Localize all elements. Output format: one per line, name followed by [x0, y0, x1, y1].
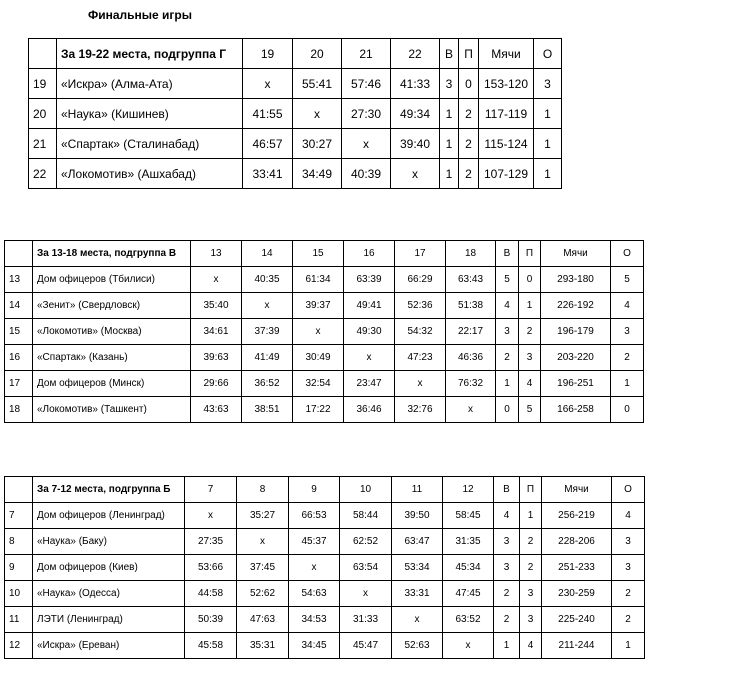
result-cell: 1 [520, 503, 542, 529]
result-cell: x [185, 503, 237, 529]
team-name: ЛЭТИ (Ленинград) [33, 607, 185, 633]
table-row [5, 503, 645, 529]
result-cell: 3 [612, 529, 645, 555]
result-cell: 52:62 [237, 581, 289, 607]
result-cell: 4 [520, 633, 542, 659]
column-header: 19 [243, 39, 293, 69]
result-cell: 1 [496, 371, 519, 397]
team-name: «Искра» (Ереван) [33, 633, 185, 659]
result-cell: 196-179 [541, 319, 611, 345]
place-number: 18 [5, 397, 33, 423]
result-cell: x [395, 371, 446, 397]
result-cell: 33:31 [392, 581, 443, 607]
result-cell: 34:61 [191, 319, 242, 345]
result-cell: 36:52 [242, 371, 293, 397]
team-name: Дом офицеров (Тбилиси) [33, 267, 191, 293]
column-header: Мячи [542, 477, 612, 503]
table-row [5, 397, 644, 423]
result-cell: x [391, 159, 440, 189]
result-cell: 61:34 [293, 267, 344, 293]
result-cell: 293-180 [541, 267, 611, 293]
team-name: Дом офицеров (Минск) [33, 371, 191, 397]
column-header: П [519, 241, 541, 267]
result-cell: 4 [496, 293, 519, 319]
result-cell: 3 [496, 319, 519, 345]
team-name: «Спартак» (Сталинабад) [57, 129, 243, 159]
result-cell: 47:45 [443, 581, 494, 607]
header-row [5, 477, 645, 503]
result-cell: 5 [496, 267, 519, 293]
result-cell: 0 [611, 397, 644, 423]
result-cell: 30:49 [293, 345, 344, 371]
header-row [29, 39, 562, 69]
group-title: За 7-12 места, подгруппа Б [33, 477, 185, 503]
column-header: 21 [342, 39, 391, 69]
result-cell: 225-240 [542, 607, 612, 633]
result-cell: 66:53 [289, 503, 340, 529]
table-row [5, 345, 644, 371]
column-header: П [459, 39, 479, 69]
column-header: 16 [344, 241, 395, 267]
result-cell: 3 [440, 69, 459, 99]
result-cell: 2 [459, 129, 479, 159]
result-cell: 34:45 [289, 633, 340, 659]
result-cell: 39:40 [391, 129, 440, 159]
result-cell: 54:63 [289, 581, 340, 607]
result-cell: 3 [534, 69, 562, 99]
result-cell: 35:40 [191, 293, 242, 319]
result-cell: x [293, 319, 344, 345]
result-cell: 166-258 [541, 397, 611, 423]
result-cell: 1 [440, 159, 459, 189]
result-cell: 30:27 [293, 129, 342, 159]
column-header [5, 241, 33, 267]
table-row [29, 99, 562, 129]
place-number: 15 [5, 319, 33, 345]
result-cell: x [289, 555, 340, 581]
result-cell: 40:35 [242, 267, 293, 293]
result-cell: 3 [611, 319, 644, 345]
result-cell: 3 [520, 607, 542, 633]
result-cell: 2 [611, 345, 644, 371]
result-cell: 41:33 [391, 69, 440, 99]
result-cell: 29:66 [191, 371, 242, 397]
result-cell: 33:41 [243, 159, 293, 189]
result-cell: 38:51 [242, 397, 293, 423]
result-cell: 1 [534, 129, 562, 159]
result-cell: 23:47 [344, 371, 395, 397]
result-cell: 27:35 [185, 529, 237, 555]
place-number: 12 [5, 633, 33, 659]
result-cell: 45:58 [185, 633, 237, 659]
result-cell: 203-220 [541, 345, 611, 371]
place-number: 19 [29, 69, 57, 99]
result-cell: 63:43 [446, 267, 496, 293]
result-cell: 0 [459, 69, 479, 99]
result-cell: 27:30 [342, 99, 391, 129]
column-header: 15 [293, 241, 344, 267]
column-header [29, 39, 57, 69]
result-cell: 3 [494, 555, 520, 581]
result-cell: 41:55 [243, 99, 293, 129]
column-header: 20 [293, 39, 342, 69]
place-number: 16 [5, 345, 33, 371]
result-cell: 115-124 [479, 129, 534, 159]
result-cell: 4 [611, 293, 644, 319]
result-cell: 39:37 [293, 293, 344, 319]
result-cell: x [340, 581, 392, 607]
place-number: 10 [5, 581, 33, 607]
result-cell: x [293, 99, 342, 129]
result-cell: 66:29 [395, 267, 446, 293]
result-cell: 1 [612, 633, 645, 659]
result-cell: 0 [496, 397, 519, 423]
result-cell: 47:23 [395, 345, 446, 371]
table-row [29, 69, 562, 99]
table-row [5, 607, 645, 633]
result-cell: x [191, 267, 242, 293]
page-title: Финальные игры [88, 8, 192, 22]
result-cell: 117-119 [479, 99, 534, 129]
place-number: 8 [5, 529, 33, 555]
result-cell: x [392, 607, 443, 633]
result-cell: 58:45 [443, 503, 494, 529]
column-header: В [496, 241, 519, 267]
result-cell: 3 [520, 581, 542, 607]
result-cell: 3 [519, 345, 541, 371]
result-cell: 0 [519, 267, 541, 293]
header-row [5, 241, 644, 267]
table-row [5, 581, 645, 607]
result-cell: 17:22 [293, 397, 344, 423]
result-cell: 53:66 [185, 555, 237, 581]
result-cell: 3 [612, 555, 645, 581]
table-row [5, 555, 645, 581]
table-row [29, 159, 562, 189]
place-number: 17 [5, 371, 33, 397]
result-cell: 5 [611, 267, 644, 293]
column-header: 10 [340, 477, 392, 503]
result-cell: 50:39 [185, 607, 237, 633]
result-cell: 2 [459, 159, 479, 189]
result-cell: 76:32 [446, 371, 496, 397]
result-cell: 230-259 [542, 581, 612, 607]
result-cell: x [344, 345, 395, 371]
table-row [5, 371, 644, 397]
result-cell: 2 [459, 99, 479, 129]
result-cell: 43:63 [191, 397, 242, 423]
column-header: В [494, 477, 520, 503]
result-cell: 2 [496, 345, 519, 371]
column-header: 12 [443, 477, 494, 503]
column-header: 18 [446, 241, 496, 267]
result-cell: 1 [440, 129, 459, 159]
result-cell: 32:54 [293, 371, 344, 397]
result-cell: 54:32 [395, 319, 446, 345]
column-header: В [440, 39, 459, 69]
result-cell: 22:17 [446, 319, 496, 345]
result-cell: 32:76 [395, 397, 446, 423]
place-number: 13 [5, 267, 33, 293]
place-number: 14 [5, 293, 33, 319]
result-cell: x [342, 129, 391, 159]
result-cell: 2 [494, 607, 520, 633]
result-cell: 31:33 [340, 607, 392, 633]
result-cell: 58:44 [340, 503, 392, 529]
column-header: О [611, 241, 644, 267]
result-cell: 52:63 [392, 633, 443, 659]
result-cell: 34:49 [293, 159, 342, 189]
result-cell: 37:39 [242, 319, 293, 345]
result-cell: 53:34 [392, 555, 443, 581]
column-header: П [520, 477, 542, 503]
place-number: 22 [29, 159, 57, 189]
result-cell: 5 [519, 397, 541, 423]
table-row [5, 267, 644, 293]
result-cell: 40:39 [342, 159, 391, 189]
result-cell: 49:30 [344, 319, 395, 345]
result-cell: 55:41 [293, 69, 342, 99]
group-title: За 13-18 места, подгруппа В [33, 241, 191, 267]
column-header: 11 [392, 477, 443, 503]
result-cell: 34:53 [289, 607, 340, 633]
table-row [5, 529, 645, 555]
result-cell: 57:46 [342, 69, 391, 99]
result-cell: 1 [519, 293, 541, 319]
result-cell: 37:45 [237, 555, 289, 581]
result-cell: 49:41 [344, 293, 395, 319]
result-cell: 226-192 [541, 293, 611, 319]
result-cell: 63:52 [443, 607, 494, 633]
result-cell: 46:57 [243, 129, 293, 159]
result-cell: 196-251 [541, 371, 611, 397]
result-cell: 36:46 [344, 397, 395, 423]
team-name: «Наука» (Одесса) [33, 581, 185, 607]
result-cell: 1 [534, 159, 562, 189]
column-header: О [612, 477, 645, 503]
result-cell: 4 [519, 371, 541, 397]
standings-table-13-18 [4, 240, 644, 423]
result-cell: 35:31 [237, 633, 289, 659]
result-cell: 1 [440, 99, 459, 129]
result-cell: 63:47 [392, 529, 443, 555]
table-row [29, 129, 562, 159]
result-cell: 45:37 [289, 529, 340, 555]
result-cell: 39:50 [392, 503, 443, 529]
result-cell: 51:38 [446, 293, 496, 319]
place-number: 21 [29, 129, 57, 159]
column-header [5, 477, 33, 503]
column-header: 22 [391, 39, 440, 69]
result-cell: 52:36 [395, 293, 446, 319]
result-cell: 45:34 [443, 555, 494, 581]
team-name: «Локомотив» (Ташкент) [33, 397, 191, 423]
result-cell: 1 [611, 371, 644, 397]
result-cell: 41:49 [242, 345, 293, 371]
result-cell: 251-233 [542, 555, 612, 581]
column-header: Мячи [541, 241, 611, 267]
team-name: «Спартак» (Казань) [33, 345, 191, 371]
team-name: «Локомотив» (Ашхабад) [57, 159, 243, 189]
column-header: 14 [242, 241, 293, 267]
team-name: «Наука» (Кишинев) [57, 99, 243, 129]
column-header: 7 [185, 477, 237, 503]
result-cell: 62:52 [340, 529, 392, 555]
column-header: 13 [191, 241, 242, 267]
result-cell: 2 [519, 319, 541, 345]
result-cell: 44:58 [185, 581, 237, 607]
result-cell: 49:34 [391, 99, 440, 129]
place-number: 9 [5, 555, 33, 581]
result-cell: 3 [494, 529, 520, 555]
result-cell: 1 [534, 99, 562, 129]
team-name: «Наука» (Баку) [33, 529, 185, 555]
column-header: О [534, 39, 562, 69]
result-cell: 4 [612, 503, 645, 529]
team-name: «Зенит» (Свердловск) [33, 293, 191, 319]
table-row [5, 319, 644, 345]
result-cell: 1 [494, 633, 520, 659]
team-name: Дом офицеров (Киев) [33, 555, 185, 581]
result-cell: 46:36 [446, 345, 496, 371]
team-name: «Локомотив» (Москва) [33, 319, 191, 345]
column-header: 9 [289, 477, 340, 503]
result-cell: x [443, 633, 494, 659]
result-cell: 107-129 [479, 159, 534, 189]
result-cell: x [237, 529, 289, 555]
standings-table-7-12 [4, 476, 645, 659]
result-cell: 211-244 [542, 633, 612, 659]
result-cell: 45:47 [340, 633, 392, 659]
column-header: 8 [237, 477, 289, 503]
group-title: За 19-22 места, подгруппа Г [57, 39, 243, 69]
result-cell: 47:63 [237, 607, 289, 633]
place-number: 20 [29, 99, 57, 129]
result-cell: x [446, 397, 496, 423]
result-cell: 228-206 [542, 529, 612, 555]
team-name: Дом офицеров (Ленинград) [33, 503, 185, 529]
column-header: Мячи [479, 39, 534, 69]
result-cell: 2 [612, 607, 645, 633]
result-cell: 2 [494, 581, 520, 607]
result-cell: 63:39 [344, 267, 395, 293]
result-cell: 153-120 [479, 69, 534, 99]
place-number: 7 [5, 503, 33, 529]
column-header: 17 [395, 241, 446, 267]
table-row [5, 633, 645, 659]
result-cell: 63:54 [340, 555, 392, 581]
table-row [5, 293, 644, 319]
result-cell: x [242, 293, 293, 319]
standings-table-19-22 [28, 38, 562, 189]
result-cell: 2 [612, 581, 645, 607]
result-cell: 35:27 [237, 503, 289, 529]
result-cell: 256-219 [542, 503, 612, 529]
result-cell: 2 [520, 555, 542, 581]
result-cell: 31:35 [443, 529, 494, 555]
place-number: 11 [5, 607, 33, 633]
result-cell: 2 [520, 529, 542, 555]
result-cell: 4 [494, 503, 520, 529]
team-name: «Искра» (Алма-Ата) [57, 69, 243, 99]
result-cell: 39:63 [191, 345, 242, 371]
result-cell: x [243, 69, 293, 99]
